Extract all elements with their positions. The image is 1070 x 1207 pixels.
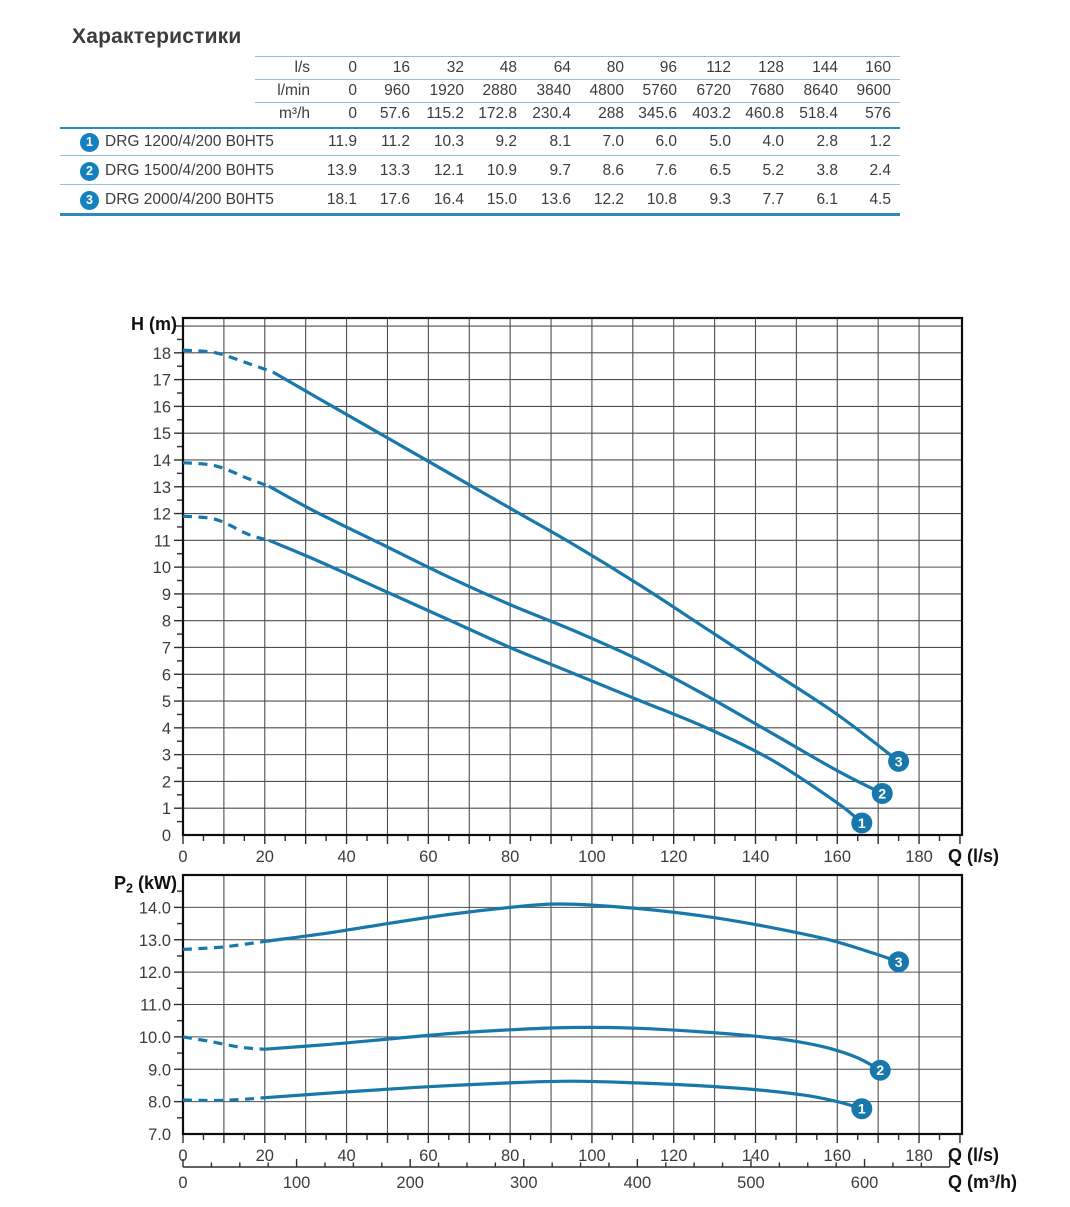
m3h-tick-label: 200 <box>396 1174 424 1192</box>
y-tick-label: 3 <box>161 746 171 765</box>
head-value-cell: 7.7 <box>762 191 784 208</box>
head-value-cell: 13.6 <box>540 191 571 208</box>
curve-solid-1 <box>265 1081 862 1109</box>
curve-solid-1 <box>269 540 862 823</box>
flow-value-cell: 3840 <box>536 82 571 99</box>
flow-value-cell: 8640 <box>803 82 838 99</box>
y-tick-label: 16 <box>152 398 171 417</box>
x-tick-label: 180 <box>905 1147 933 1165</box>
x-tick-label: 0 <box>178 848 188 866</box>
curve-solid-3 <box>265 904 899 962</box>
page-title: Характеристики <box>72 25 242 48</box>
y-tick-label: 12 <box>152 505 171 524</box>
y-tick-label: 7 <box>161 639 171 658</box>
y-tick-label: 6 <box>161 666 171 685</box>
y-tick-label: 14 <box>152 451 171 470</box>
head-chart <box>131 314 999 866</box>
y-tick-label: 10.0 <box>138 1028 171 1047</box>
head-value-cell: 9.7 <box>549 162 571 179</box>
y-tick-label: 18 <box>152 344 171 363</box>
head-value-cell: 5.0 <box>709 133 731 150</box>
head-value-cell: 1.2 <box>869 133 891 150</box>
curve-marker-number-2: 2 <box>878 785 887 802</box>
flow-value-cell: 960 <box>384 82 410 99</box>
flow-value-cell: 172.8 <box>478 105 517 122</box>
head-value-cell: 11.9 <box>327 133 357 150</box>
flow-value-cell: 230.4 <box>532 105 571 122</box>
head-value-cell: 6.0 <box>655 133 677 150</box>
head-value-cell: 11.2 <box>380 133 410 150</box>
flow-value-cell: 115.2 <box>426 105 464 122</box>
y-tick-label: 12.0 <box>138 964 171 983</box>
y-tick-label: 15 <box>152 425 171 444</box>
curve-marker-number-3: 3 <box>894 953 903 970</box>
flow-value-cell: 48 <box>499 59 517 76</box>
x-tick-label: 60 <box>419 848 438 866</box>
head-value-cell: 13.9 <box>326 162 357 179</box>
head-value-cell: 13.3 <box>379 162 410 179</box>
head-value-cell: 6.5 <box>709 162 731 179</box>
flow-value-cell: 160 <box>865 59 891 76</box>
y-tick-label: 9.0 <box>148 1061 171 1080</box>
unit-row-label: l/min <box>277 82 310 99</box>
head-value-cell: 2.8 <box>816 133 838 150</box>
x-tick-label: 140 <box>741 848 770 866</box>
curve-marker-number-1: 1 <box>857 1100 866 1117</box>
curve-solid-2 <box>269 486 882 793</box>
y-tick-label: 17 <box>152 371 171 390</box>
x-axis-title: Q (l/s) <box>948 1145 1000 1165</box>
head-value-cell: 15.0 <box>486 191 517 208</box>
flow-value-cell: 576 <box>865 105 891 122</box>
x-tick-label: 40 <box>337 848 356 866</box>
y-axis-title: P2 (kW) <box>114 873 177 896</box>
head-value-cell: 12.2 <box>593 191 624 208</box>
head-value-cell: 10.9 <box>486 162 517 179</box>
m3h-tick-label: 400 <box>623 1174 652 1192</box>
x-tick-label: 120 <box>659 848 688 866</box>
x-tick-label: 100 <box>578 1147 606 1165</box>
x-tick-label: 180 <box>905 848 933 866</box>
head-value-cell: 4.0 <box>762 133 784 150</box>
y-tick-label: 4 <box>161 719 171 738</box>
flow-value-cell: 2880 <box>482 82 517 99</box>
y-tick-label: 10 <box>152 559 171 578</box>
head-value-cell: 7.0 <box>602 133 624 150</box>
flow-value-cell: 112 <box>706 59 731 76</box>
head-value-cell: 9.2 <box>495 133 517 150</box>
m3h-tick-label: 300 <box>510 1174 538 1192</box>
flow-value-cell: 0 <box>348 105 357 122</box>
head-value-cell: 18.1 <box>326 191 357 208</box>
flow-value-cell: 144 <box>812 59 838 76</box>
m3h-tick-label: 100 <box>282 1174 311 1192</box>
x-tick-label: 100 <box>578 848 606 866</box>
x-axis-title: Q (l/s) <box>948 846 1000 866</box>
x-tick-label: 120 <box>659 1147 688 1165</box>
flow-value-cell: 1920 <box>429 82 464 99</box>
head-value-cell: 5.2 <box>762 162 784 179</box>
flow-value-cell: 345.6 <box>638 105 677 122</box>
flow-value-cell: 96 <box>659 59 677 76</box>
flow-value-cell: 57.6 <box>379 105 410 122</box>
head-value-cell: 8.6 <box>602 162 624 179</box>
x-tick-label: 160 <box>823 848 852 866</box>
curve-dashed-3 <box>183 350 273 372</box>
flow-value-cell: 16 <box>392 59 410 76</box>
m3h-tick-label: 500 <box>737 1174 765 1192</box>
flow-value-cell: 0 <box>348 82 357 99</box>
model-number-badge: 2 <box>80 162 99 181</box>
x-tick-label: 140 <box>741 1147 770 1165</box>
head-value-cell: 10.8 <box>646 191 677 208</box>
head-value-cell: 6.1 <box>816 191 838 208</box>
curve-marker-number-1: 1 <box>857 814 866 831</box>
flow-value-cell: 128 <box>758 59 784 76</box>
x-tick-label: 20 <box>255 1147 274 1165</box>
flow-value-cell: 7680 <box>749 82 784 99</box>
flow-value-cell: 288 <box>598 105 624 122</box>
curve-dashed-1 <box>183 516 269 540</box>
curve-marker-number-3: 3 <box>894 753 903 770</box>
curve-dashed-2 <box>183 463 269 487</box>
y-tick-label: 0 <box>161 827 171 845</box>
head-value-cell: 3.8 <box>816 162 838 179</box>
y-tick-label: 9 <box>161 585 171 604</box>
y-axis-title: H (m) <box>131 314 177 334</box>
head-value-cell: 17.6 <box>379 191 410 208</box>
y-tick-label: 11 <box>153 532 171 551</box>
x-tick-label: 80 <box>500 848 520 866</box>
model-number-badge: 1 <box>80 133 99 152</box>
y-tick-label: 11.0 <box>140 996 171 1015</box>
head-value-cell: 7.6 <box>655 162 677 179</box>
curve-marker-number-2: 2 <box>876 1062 885 1079</box>
head-value-cell: 10.3 <box>433 133 464 150</box>
x-tick-label: 40 <box>337 1147 356 1165</box>
y-tick-label: 7.0 <box>148 1126 171 1144</box>
flow-value-cell: 64 <box>553 59 571 76</box>
flow-value-cell: 0 <box>348 59 357 76</box>
y-tick-label: 1 <box>161 800 171 819</box>
flow-value-cell: 9600 <box>856 82 891 99</box>
unit-row-label: l/s <box>294 59 310 76</box>
y-tick-label: 8 <box>161 612 171 631</box>
head-value-cell: 2.4 <box>869 162 891 179</box>
plot-frame <box>183 318 962 835</box>
flow-value-cell: 403.2 <box>692 105 731 122</box>
x-tick-label: 0 <box>178 1147 188 1165</box>
m3h-axis-title: Q (m³/h) <box>948 1172 1017 1192</box>
head-value-cell: 16.4 <box>433 191 464 208</box>
head-value-cell: 8.1 <box>549 133 571 150</box>
flow-value-cell: 4800 <box>589 82 624 99</box>
flow-value-cell: 518.4 <box>799 105 838 122</box>
x-tick-label: 20 <box>255 848 274 866</box>
head-value-cell: 4.5 <box>869 191 891 208</box>
x-tick-label: 60 <box>419 1147 438 1165</box>
unit-row-label: m³/h <box>279 105 310 122</box>
y-tick-label: 13 <box>152 478 171 497</box>
m3h-tick-label: 600 <box>850 1174 879 1192</box>
y-tick-label: 5 <box>161 693 171 712</box>
head-value-cell: 12.1 <box>433 162 464 179</box>
model-number-badge: 3 <box>80 191 99 210</box>
y-tick-label: 2 <box>161 773 171 792</box>
y-tick-label: 8.0 <box>148 1093 171 1112</box>
flow-value-cell: 460.8 <box>745 105 784 122</box>
model-name: DRG 2000/4/200 B0HT5 <box>105 191 274 208</box>
x-tick-label: 80 <box>500 1147 520 1165</box>
model-name: DRG 1500/4/200 B0HT5 <box>105 162 274 179</box>
flow-value-cell: 5760 <box>642 82 677 99</box>
head-value-cell: 9.3 <box>709 191 731 208</box>
curve-solid-2 <box>265 1027 880 1070</box>
model-name: DRG 1200/4/200 B0HT5 <box>105 133 274 150</box>
flow-value-cell: 6720 <box>696 82 731 99</box>
y-tick-label: 13.0 <box>138 931 171 950</box>
flow-value-cell: 32 <box>446 59 464 76</box>
flow-value-cell: 80 <box>606 59 624 76</box>
m3h-tick-label: 0 <box>178 1174 188 1192</box>
x-tick-label: 160 <box>823 1147 852 1165</box>
y-tick-label: 14.0 <box>138 899 171 918</box>
power-chart <box>114 873 1017 1192</box>
